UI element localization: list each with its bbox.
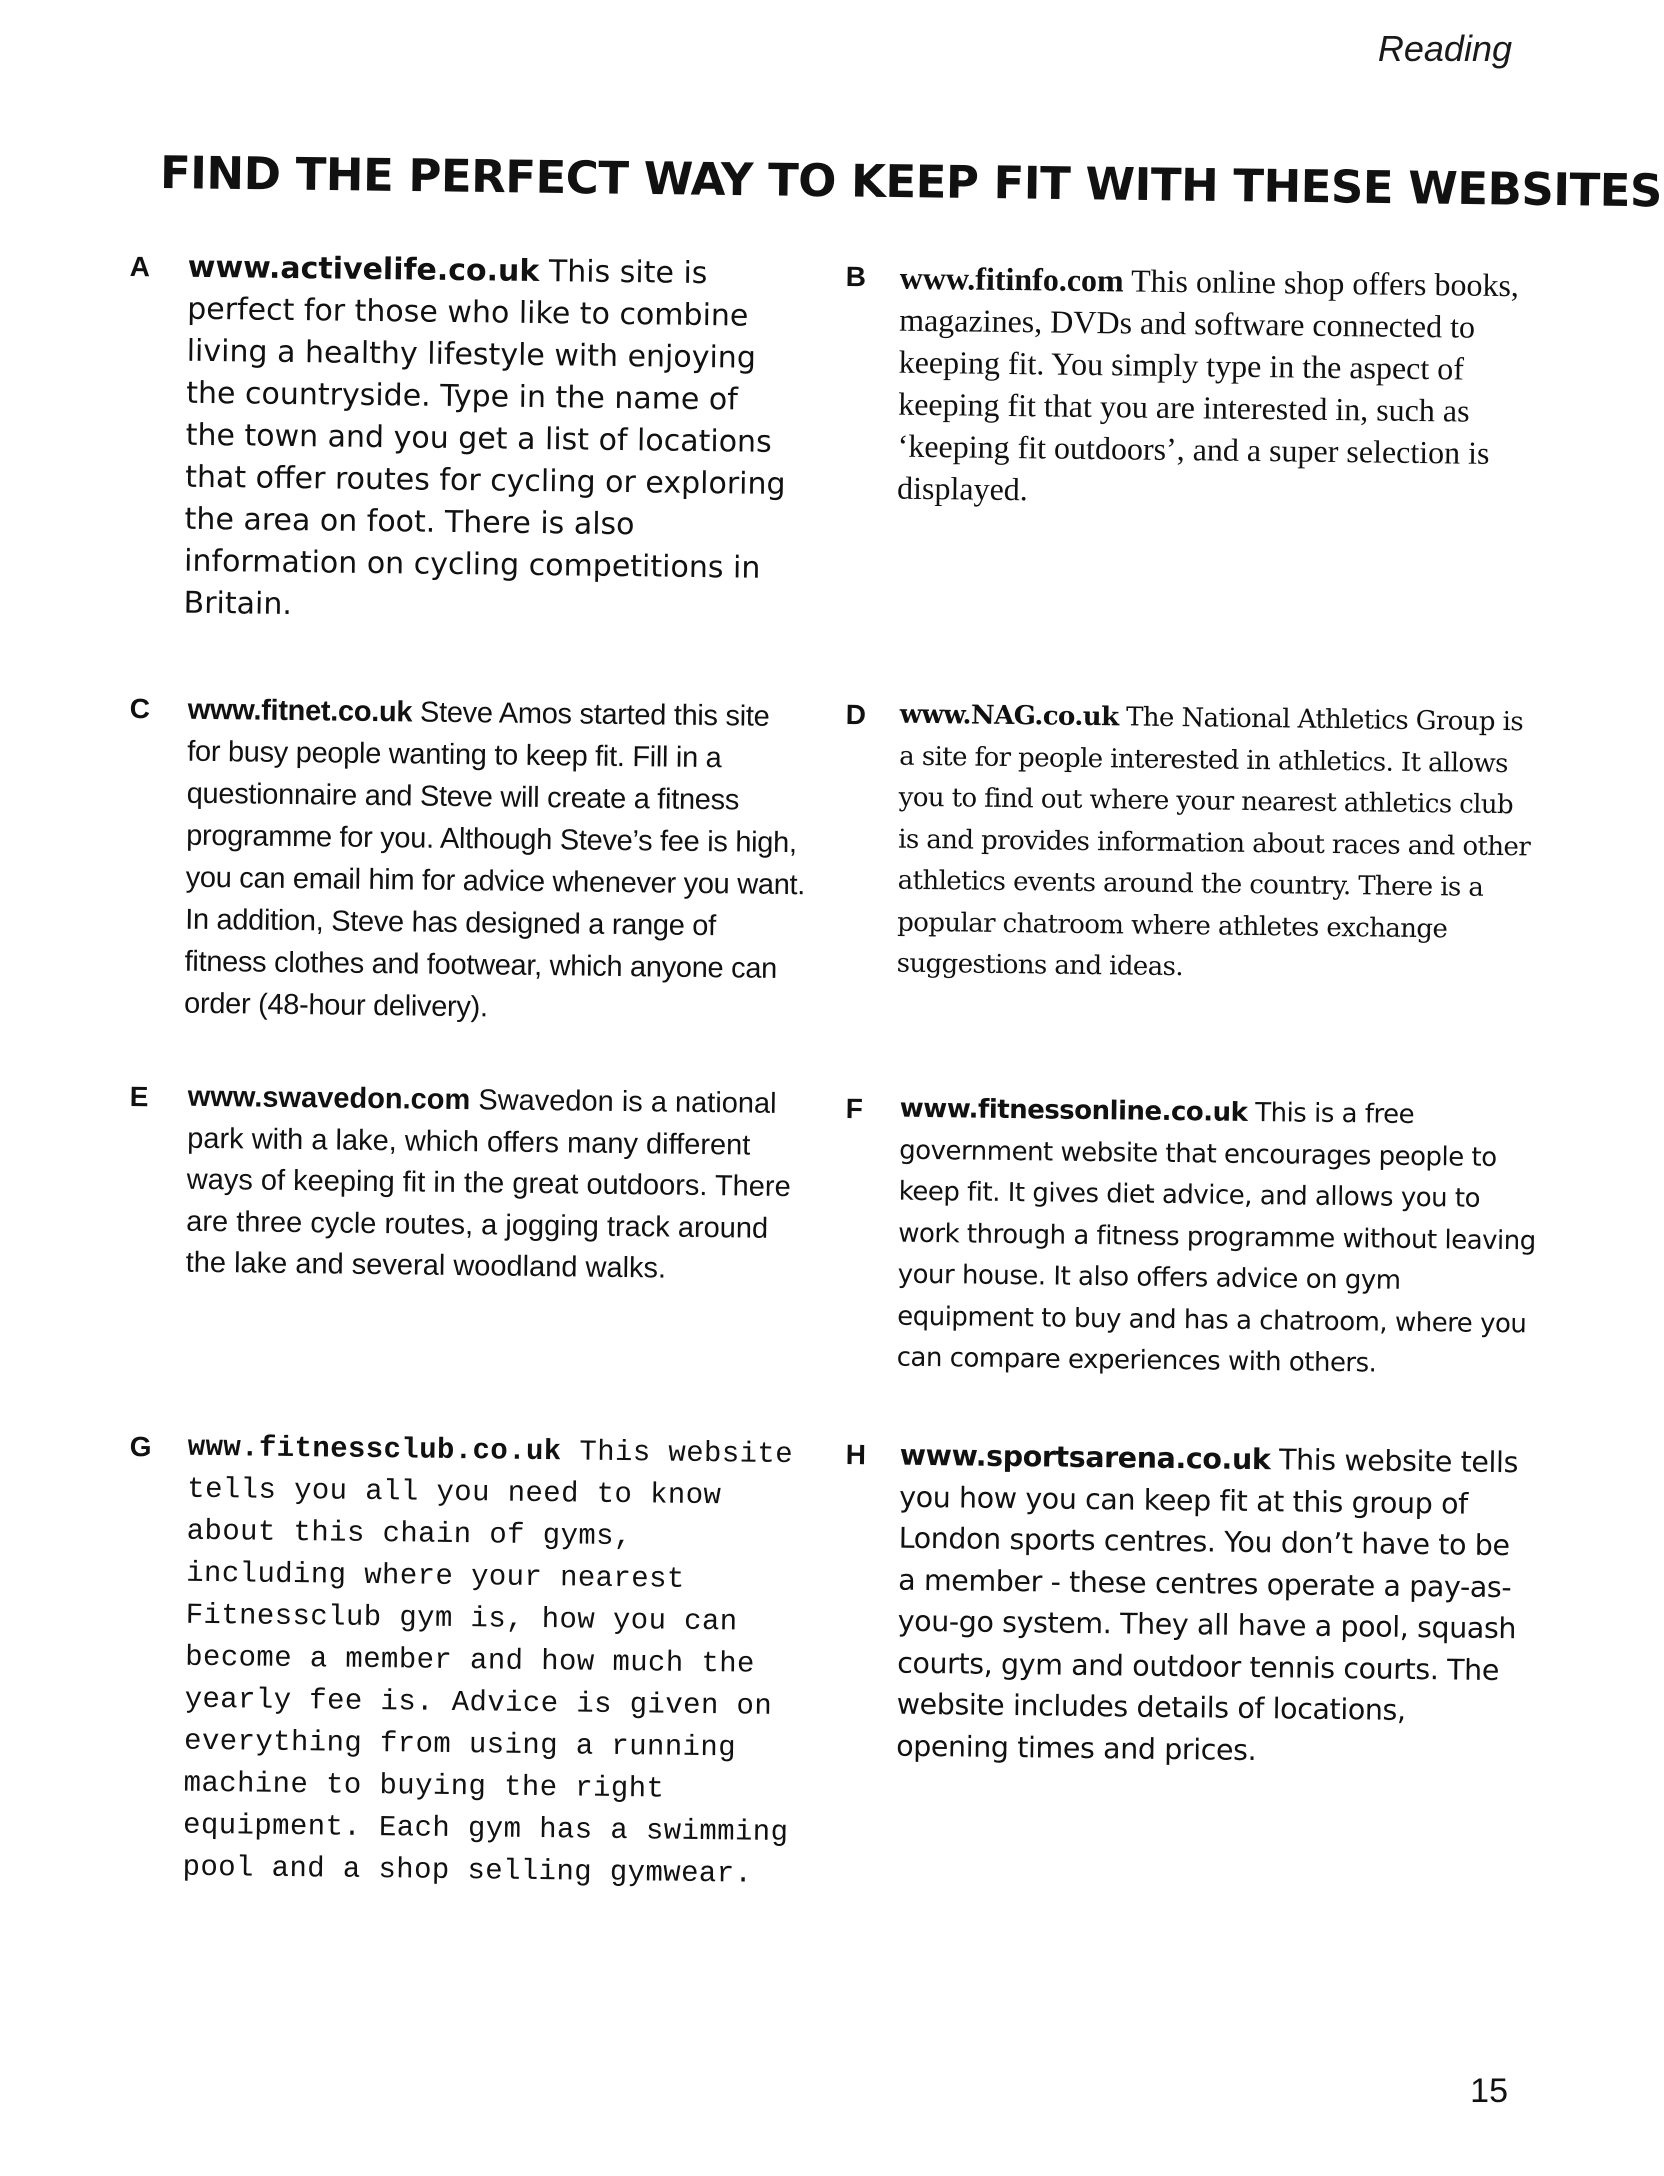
entry-description — [185, 1077, 797, 1292]
entry-letter: B — [845, 260, 867, 293]
entry-text: This website tells you all you need to know about this chain of gyms, including where your nearest Fitnessclub gym is, how you can become a member and how much the yearly fee is. Advice is given on everything from using a running machine to buying the right equipment. Each gym has a swimming pool and a shop selling gymwear. — [182, 1435, 794, 1891]
entry-description — [184, 689, 808, 1033]
entry-url: www.fitinfo.com — [899, 259, 1124, 299]
entry-text: The National Athletics Group is a site for people interested in athletics. It allows you to find out where your nearest athletics club is and provides information about races and other athletics events around the country. There is a popular chatroom where athletes exchange suggestions and ideas. — [896, 702, 1531, 983]
entry-url: www.fitnet.co.uk — [187, 693, 413, 729]
entry-url: www.sportsarena.co.uk — [899, 1438, 1271, 1477]
page-title: FIND THE PERFECT WAY TO KEEP FIT WITH THESE WEBSITES — [159, 146, 1663, 218]
page-number: 15 — [1470, 2072, 1508, 2110]
entry-text: This site is perfect for those who like to combine living a healthy lifestyle with enjoying the countryside. Type in the name of the town and you get a list of locations that offer routes for cycling or exploring the area on foot. There is also information on cycling competitions in Britain. — [183, 254, 786, 623]
entry-text: Swavedon is a national park with a lake, which offers many different ways of keeping fit in the great outdoors. There are three cycle routes, a jogging track around the lake and several woodland walks. — [185, 1084, 791, 1285]
entry-url: www.activelife.co.uk — [187, 249, 540, 290]
entry-url: www.fitnessclub.co.uk — [187, 1430, 562, 1469]
entry-letter: E — [129, 1080, 149, 1113]
entry-description — [897, 257, 1520, 517]
entry-text: This website tells you how you can keep fit at this group of London sports centres. You don’t have to be a member - these centres operate a pay-as-you-go system. They all have a pool, squash courts, gym and outdoor tennis courts. The website includes details of locations, opening times and prices. — [895, 1443, 1519, 1767]
entry-letter: G — [129, 1430, 152, 1463]
entry-letter: H — [845, 1438, 867, 1471]
entry-text: Steve Amos started this site for busy people wanting to keep fit. Fill in a questionnaire and Steve will create a fitness programme for you. Although Steve’s fee is high, you can email him for advice whenever you want. In addition, Steve has designed a range of fitness clothes and footwear, which anyone can order (48-hour delivery). — [183, 696, 806, 1024]
entry-description — [896, 1089, 1540, 1387]
section-label: Reading — [1377, 28, 1512, 69]
entry-description — [183, 247, 798, 632]
entry-url: www.swavedon.com — [187, 1080, 471, 1117]
entry-text: This is a free government website that encourages people to keep fit. It gives diet advice, and allows you to work through a fitness programme without leaving your house. It also offers advice on gym equipment to buy and has a chatroom, where you can compare experiences with others. — [896, 1097, 1536, 1379]
entry-description — [896, 695, 1540, 993]
entry-description — [182, 1427, 808, 1897]
entry-letter: D — [845, 698, 867, 731]
entry-letter: A — [129, 250, 151, 283]
entry-text: This online shop offers books, magazines, DVDs and software connected to keeping fit. You simply type in the aspect of keeping fit that you are interested in, such as ‘keeping fit outdoors’, and a super selection is displayed. — [896, 262, 1520, 508]
entry-description — [896, 1435, 1520, 1775]
entry-letter: C — [129, 692, 151, 725]
entry-letter: F — [845, 1092, 864, 1125]
entry-url: www.fitnessonline.co.uk — [899, 1093, 1248, 1128]
entry-url: www.NAG.co.uk — [899, 699, 1119, 733]
